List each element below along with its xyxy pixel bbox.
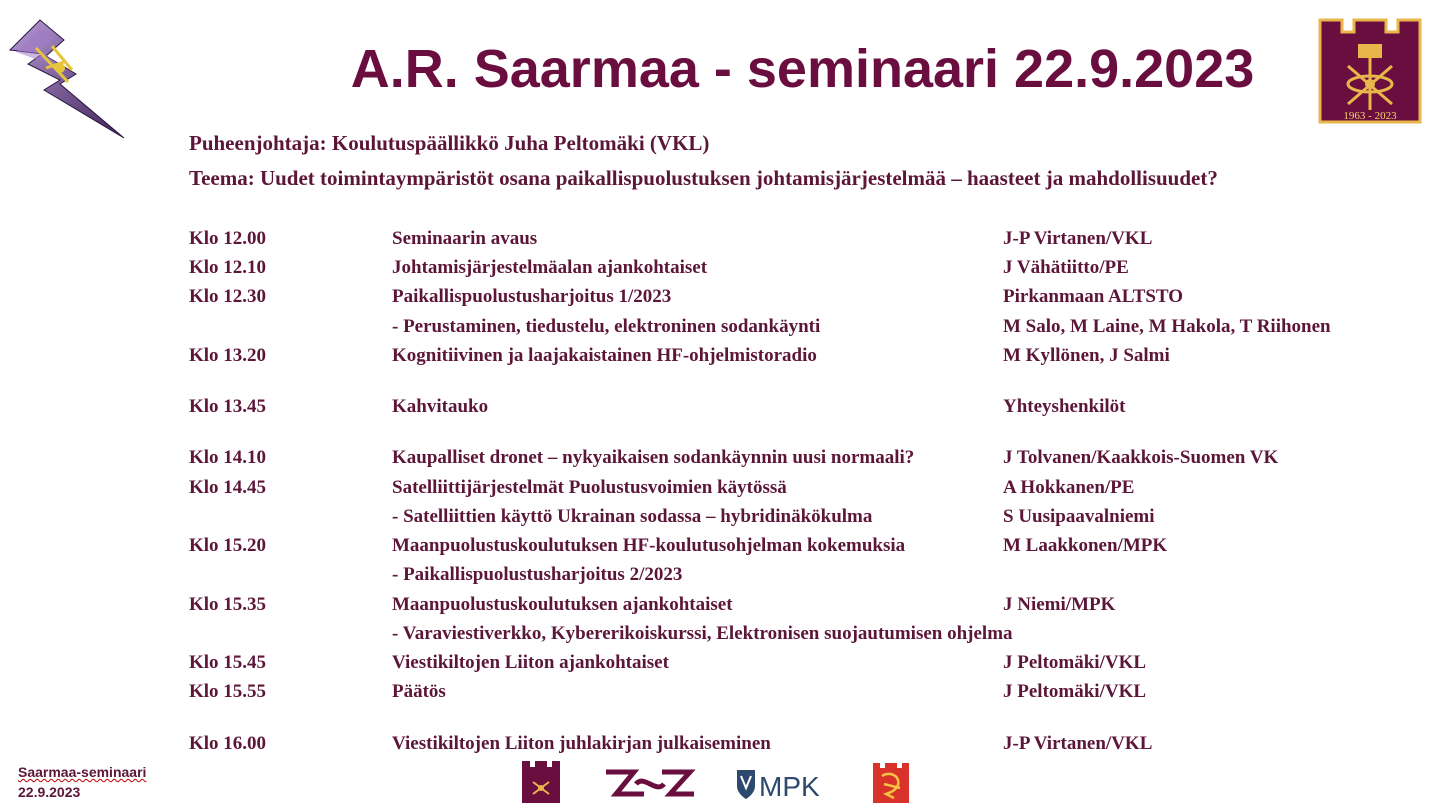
schedule-row	[0, 594, 1432, 620]
schedule-time: Klo 16.00	[189, 733, 267, 754]
theme-line: Teema: Uudet toimintaympäristöt osana paikallispuolustuksen johtamisjärjestelmää – haasteet ja mahdollisuudet?	[189, 166, 1218, 190]
schedule-topic: Seminaarin avaus	[392, 228, 538, 249]
schedule-topic: Satelliittijärjestelmät Puolustusvoimien käytössä	[392, 477, 787, 498]
schedule-time: Klo 15.35	[189, 594, 267, 615]
schedule-speaker: M Laakkonen/MPK	[1003, 535, 1168, 556]
schedule-speaker: J-P Virtanen/VKL	[1003, 733, 1153, 754]
schedule-speaker: M Kyllönen, J Salmi	[1003, 345, 1170, 366]
schedule-row	[0, 535, 1432, 561]
schedule-topic: - Satelliittien käyttö Ukrainan sodassa – hybridinäkökulma	[392, 506, 873, 527]
page-title: A.R. Saarmaa - seminaari 22.9.2023	[350, 39, 1255, 99]
castle-badge-icon	[1318, 18, 1422, 136]
schedule-time: Klo 15.20	[189, 535, 267, 556]
schedule-speaker: A Hokkanen/PE	[1003, 477, 1135, 498]
schedule-row	[0, 733, 1432, 759]
footer-event-name: Saarmaa-seminaari	[18, 764, 147, 780]
schedule-speaker: J Tolvanen/Kaakkois-Suomen VK	[1003, 447, 1279, 468]
schedule-row	[0, 564, 1432, 590]
schedule-topic: Maanpuolustuskoulutuksen ajankohtaiset	[392, 594, 733, 615]
schedule-speaker: J Peltomäki/VKL	[1003, 681, 1147, 702]
schedule-time: Klo 15.55	[189, 681, 267, 702]
schedule-speaker: J Niemi/MPK	[1003, 594, 1116, 615]
schedule-topic: Kaupalliset dronet – nykyaikaisen sodankäynnin uusi normaali?	[392, 447, 915, 468]
schedule-topic: - Paikallispuolustusharjoitus 2/2023	[392, 564, 683, 585]
schedule-time: Klo 12.30	[189, 286, 267, 307]
schedule-row	[0, 396, 1432, 422]
schedule-row	[0, 477, 1432, 503]
schedule-speaker: J-P Virtanen/VKL	[1003, 228, 1153, 249]
schedule-topic: Paikallispuolustusharjoitus 1/2023	[392, 286, 672, 307]
schedule-speaker: Pirkanmaan ALTSTO	[1003, 286, 1184, 307]
schedule-time: Klo 12.00	[189, 228, 267, 249]
schedule-time: Klo 14.10	[189, 447, 267, 468]
schedule-time: Klo 13.20	[189, 345, 267, 366]
schedule-topic: Kahvitauko	[392, 396, 489, 417]
schedule-row	[0, 286, 1432, 312]
schedule-speaker: J Peltomäki/VKL	[1003, 652, 1147, 673]
lightning-logo-icon	[6, 18, 128, 142]
liitto-logo-icon	[604, 768, 696, 802]
footer-event-date: 22.9.2023	[18, 784, 81, 800]
schedule-row	[0, 257, 1432, 283]
schedule-topic: Viestikiltojen Liiton juhlakirjan julkaiseminen	[392, 733, 771, 754]
castle-small-logo-icon	[521, 760, 561, 804]
schedule-topic: - Perustaminen, tiedustelu, elektroninen sodankäynti	[392, 316, 821, 337]
finnish-lion-logo-icon	[872, 762, 910, 804]
schedule-speaker: Yhteyshenkilöt	[1003, 396, 1126, 417]
schedule-time: Klo 14.45	[189, 477, 267, 498]
mpk-logo-icon	[735, 766, 831, 802]
schedule-topic: Viestikiltojen Liiton ajankohtaiset	[392, 652, 669, 673]
schedule-topic: Johtamisjärjestelmäalan ajankohtaiset	[392, 257, 708, 278]
chairperson-line: Puheenjohtaja: Koulutuspäällikkö Juha Peltomäki (VKL)	[189, 131, 710, 155]
schedule-row	[0, 316, 1432, 342]
mpk-logo-text: MPK	[759, 771, 820, 802]
schedule-row	[0, 345, 1432, 371]
schedule-row	[0, 506, 1432, 532]
schedule-row	[0, 447, 1432, 473]
schedule-row	[0, 228, 1432, 254]
schedule-row	[0, 623, 1432, 649]
schedule-topic: Kognitiivinen ja laajakaistainen HF-ohjelmistoradio	[392, 345, 817, 366]
schedule-topic: - Varaviestiverkko, Kybererikoiskurssi, Elektronisen suojautumisen ohjelma	[392, 623, 1013, 644]
schedule-row	[0, 652, 1432, 678]
schedule-speaker: J Vähätiitto/PE	[1003, 257, 1129, 278]
schedule-speaker: S Uusipaavalniemi	[1003, 506, 1155, 527]
badge-years: 1963 - 2023	[1343, 110, 1397, 122]
schedule-topic: Päätös	[392, 681, 446, 702]
schedule-time: Klo 12.10	[189, 257, 267, 278]
schedule-time: Klo 15.45	[189, 652, 267, 673]
schedule-time: Klo 13.45	[189, 396, 267, 417]
schedule-topic: Maanpuolustuskoulutuksen HF-koulutusohjelman kokemuksia	[392, 535, 906, 556]
schedule-row	[0, 681, 1432, 707]
schedule-speaker: M Salo, M Laine, M Hakola, T Riihonen	[1003, 316, 1331, 337]
